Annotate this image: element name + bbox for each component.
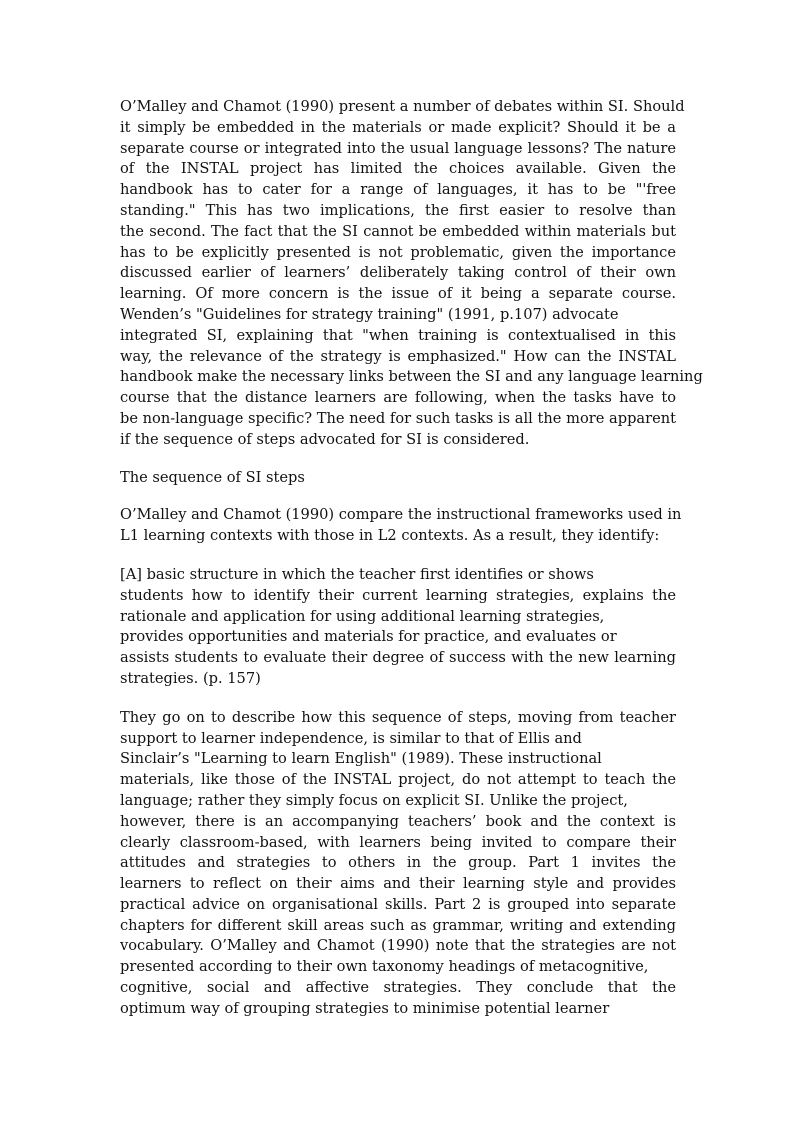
text-line: optimum way of grouping strategies to minimise potential learner (120, 999, 610, 1017)
text-line: standing." This has two implications, the first easier to resolve than (120, 201, 676, 219)
text-line: however, there is an accompanying teachers’ book and the context is (120, 812, 676, 830)
text-line: They go on to describe how this sequence of steps, moving from teacher (120, 708, 676, 726)
paragraph (120, 97, 703, 451)
text-line: presented according to their own taxonomy headings of metacognitive, (120, 958, 649, 976)
text-line: practical advice on organisational skills. Part 2 is grouped into separate (120, 895, 676, 913)
block-quote (120, 565, 676, 690)
text-line: language; rather they simply focus on explicit SI. Unlike the project, (120, 791, 628, 809)
text-line: The sequence of SI steps (120, 468, 305, 486)
text-line: separate course or integrated into the usual language lessons? The nature (120, 139, 676, 157)
section-heading (120, 468, 676, 489)
text-line: attitudes and strategies to others in the group. Part 1 invites the (120, 854, 676, 872)
text-line: provides opportunities and materials for practice, and evaluates or (120, 628, 617, 646)
text-line: learning. Of more concern is the issue of it being a separate course. (120, 285, 676, 303)
paragraph (120, 505, 682, 547)
text-line: O’Malley and Chamot (1990) present a number of debates within SI. Should (120, 98, 685, 115)
text-line: integrated SI, explaining that "when training is contextualised in this (120, 326, 676, 344)
text-line: O’Malley and Chamot (1990) compare the instructional frameworks used in (120, 506, 682, 524)
text-line: discussed earlier of learners’ deliberately taking control of their own (120, 264, 676, 282)
text-line: [A] basic structure in which the teacher first identifies or shows (120, 565, 594, 583)
document-page (120, 97, 703, 1020)
text-line: assists students to evaluate their degree of success with the new learning (120, 649, 676, 667)
text-line: materials, like those of the INSTAL project, do not attempt to teach the (120, 771, 676, 789)
text-line: Sinclair’s "Learning to learn English" (1989). These instructional (120, 750, 602, 768)
text-line: L1 learning contexts with those in L2 contexts. As a result, they identify: (120, 527, 660, 545)
text-line: vocabulary. O’Malley and Chamot (1990) note that the strategies are not (120, 937, 676, 955)
text-line: if the sequence of steps advocated for SI is considered. (120, 430, 530, 448)
text-line: it simply be embedded in the materials or made explicit? Should it be a (120, 118, 676, 136)
text-line: has to be explicitly presented is not problematic, given the importance (120, 243, 676, 261)
text-line: Wenden’s "Guidelines for strategy training" (1991, p.107) advocate (120, 305, 619, 323)
text-line: the second. The fact that the SI cannot be embedded within materials but (120, 222, 676, 240)
paragraph (120, 708, 676, 1020)
text-line: handbook make the necessary links between the SI and any language learning (120, 368, 703, 386)
text-line: way, the relevance of the strategy is emphasized." How can the INSTAL (120, 347, 676, 365)
text-line: students how to identify their current learning strategies, explains the (120, 586, 676, 604)
text-line: cognitive, social and affective strategies. They conclude that the (120, 979, 676, 997)
text-line: handbook has to cater for a range of languages, it has to be "'free (120, 181, 676, 199)
text-line: rationale and application for using additional learning strategies, (120, 607, 605, 625)
text-line: support to learner independence, is similar to that of Ellis and (120, 729, 582, 747)
text-line: strategies. (p. 157) (120, 669, 261, 687)
text-line: learners to reflect on their aims and their learning style and provides (120, 875, 676, 893)
text-line: of the INSTAL project has limited the choices available. Given the (120, 160, 676, 178)
text-line: clearly classroom-based, with learners being invited to compare their (120, 833, 676, 851)
text-line: course that the distance learners are following, when the tasks have to (120, 389, 676, 407)
text-line: be non-language specific? The need for such tasks is all the more apparent (120, 409, 676, 427)
text-line: chapters for different skill areas such as grammar, writing and extending (120, 916, 676, 934)
